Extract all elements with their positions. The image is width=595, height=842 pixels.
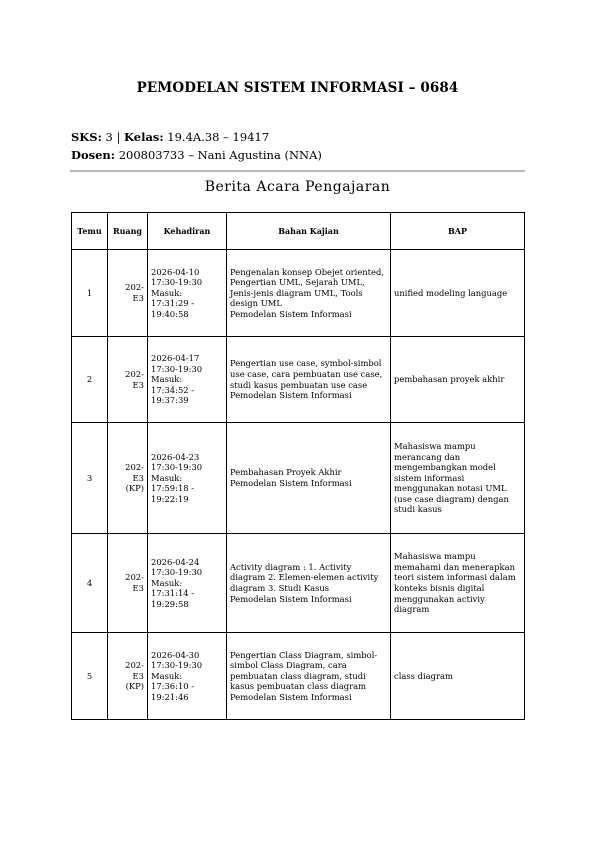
cell-bahan-kajian-line: simbol Class Diagram, cara bbox=[230, 660, 347, 671]
header-bahan-kajian: Bahan Kajian bbox=[227, 213, 391, 250]
cell-ruang-line: E3 bbox=[132, 293, 144, 303]
cell-temu: 4 bbox=[72, 534, 108, 633]
cell-bap bbox=[391, 633, 525, 720]
cell-kehadiran bbox=[148, 534, 227, 633]
cell-kehadiran-line: 2026-04-10 bbox=[151, 266, 200, 277]
cell-bahan-kajian bbox=[227, 633, 391, 720]
cell-temu: 2 bbox=[72, 337, 108, 423]
table-row bbox=[72, 250, 525, 337]
sks-value: 3 bbox=[105, 130, 113, 144]
cell-bahan-kajian-line: Pengertian UML, Sejarah UML, bbox=[230, 277, 365, 288]
cell-bahan-kajian-line: Activity diagram : 1. Activity bbox=[230, 561, 352, 572]
cell-bap-line: class diagram bbox=[394, 670, 453, 681]
cell-kehadiran-line: 19:37:39 bbox=[151, 395, 189, 406]
table-body bbox=[72, 250, 525, 720]
table-row bbox=[72, 337, 525, 423]
cell-kehadiran-line: Masuk: bbox=[151, 374, 183, 385]
kelas-label: Kelas: bbox=[124, 130, 164, 144]
cell-bahan-kajian-line: diagram 2. Elemen-elemen activity bbox=[230, 572, 379, 583]
cell-kehadiran-line: 17:36:10 - bbox=[151, 681, 195, 692]
header-temu: Temu bbox=[72, 213, 108, 250]
cell-bap-line: konteks bisnis digital bbox=[394, 583, 485, 593]
cell-kehadiran bbox=[148, 423, 227, 534]
cell-bap-line: teori sistem informasi dalam bbox=[394, 572, 516, 583]
cell-bahan-kajian-line: studi kasus pembuatan use case bbox=[230, 379, 368, 390]
cell-temu: 5 bbox=[72, 633, 108, 720]
cell-bap bbox=[391, 250, 525, 337]
course-meta-line bbox=[71, 130, 269, 144]
cell-ruang-line: 202- bbox=[125, 282, 144, 293]
divider bbox=[70, 170, 525, 172]
cell-ruang bbox=[108, 534, 148, 633]
cell-kehadiran-line: Masuk: bbox=[151, 287, 183, 298]
cell-kehadiran bbox=[148, 250, 227, 337]
cell-bahan-kajian-line: diagram 3. Studi Kasus bbox=[230, 583, 330, 593]
cell-bap bbox=[391, 337, 525, 423]
cell-bahan-kajian-line: use case, cara pembuatan use case, bbox=[230, 368, 383, 379]
cell-kehadiran-line: 2026-04-30 bbox=[151, 649, 200, 660]
dosen-value: 200803733 – Nani Agustina (NNA) bbox=[118, 148, 322, 162]
cell-ruang-line: E3 bbox=[132, 583, 144, 593]
cell-kehadiran-line: 17:31:14 - bbox=[151, 588, 195, 599]
cell-bap-line: studi kasus bbox=[394, 504, 442, 515]
cell-ruang-line: 202- bbox=[125, 572, 144, 583]
table-header-row bbox=[72, 213, 525, 250]
cell-bap-line: diagram bbox=[394, 604, 430, 615]
cell-bahan-kajian-line: Pemodelan Sistem Informasi bbox=[230, 593, 352, 604]
cell-kehadiran-line: 17:30-19:30 bbox=[151, 660, 203, 671]
cell-ruang-line: E3 bbox=[132, 670, 144, 681]
cell-kehadiran-line: 19:40:58 bbox=[151, 308, 189, 319]
cell-ruang-line: 202- bbox=[125, 660, 144, 671]
cell-ruang-line: 202- bbox=[125, 462, 144, 473]
header-bap: BAP bbox=[391, 213, 525, 250]
header-kehadiran: Kehadiran bbox=[148, 213, 227, 250]
cell-bahan-kajian bbox=[227, 534, 391, 633]
cell-bap-line: pembahasan proyek akhir bbox=[394, 374, 505, 385]
cell-kehadiran-line: 17:30-19:30 bbox=[151, 567, 203, 578]
cell-kehadiran-line: 19:22:19 bbox=[151, 493, 189, 504]
cell-kehadiran bbox=[148, 633, 227, 720]
cell-bahan-kajian-line: Pengertian use case, symbol-simbol bbox=[230, 358, 382, 369]
cell-bap-line: (use case diagram) dengan bbox=[394, 493, 509, 504]
cell-bahan-kajian-line: Pengenalan konsep Obejet oriented, bbox=[230, 266, 385, 277]
header-ruang: Ruang bbox=[108, 213, 148, 250]
cell-ruang-line: (KP) bbox=[125, 681, 144, 692]
bap-table bbox=[71, 212, 525, 720]
cell-bap bbox=[391, 423, 525, 534]
cell-bahan-kajian bbox=[227, 423, 391, 534]
cell-kehadiran-line: 17:31:29 - bbox=[151, 298, 195, 309]
section-title: Berita Acara Pengajaran bbox=[204, 179, 391, 195]
cell-bahan-kajian-line: design UML bbox=[230, 298, 282, 309]
cell-kehadiran-line: 19:21:46 bbox=[151, 691, 189, 702]
cell-bap-line: menggunakan activiy bbox=[394, 593, 485, 604]
cell-temu: 3 bbox=[72, 423, 108, 534]
table-row bbox=[72, 534, 525, 633]
cell-ruang-line: E3 bbox=[132, 472, 144, 483]
cell-kehadiran-line: 19:29:58 bbox=[151, 598, 189, 609]
cell-bahan-kajian-line: Pemodelan Sistem Informasi bbox=[230, 691, 352, 702]
cell-kehadiran-line: 2026-04-23 bbox=[151, 451, 200, 462]
cell-ruang-line: E3 bbox=[132, 379, 144, 390]
cell-bahan-kajian-line: Pembahasan Proyek Akhir bbox=[230, 467, 342, 478]
cell-ruang-line: (KP) bbox=[125, 483, 144, 494]
page-title: PEMODELAN SISTEM INFORMASI – 0684 bbox=[136, 80, 459, 96]
cell-kehadiran-line: 17:30-19:30 bbox=[151, 363, 203, 374]
cell-bahan-kajian-line: Pengertian Class Diagram, simbol- bbox=[230, 649, 378, 660]
cell-bahan-kajian bbox=[227, 337, 391, 423]
cell-bap-line: memahami dan menerapkan bbox=[394, 561, 515, 572]
cell-bahan-kajian-line: pembuatan class diagram, studi bbox=[230, 670, 366, 681]
table-row bbox=[72, 633, 525, 720]
cell-kehadiran-line: Masuk: bbox=[151, 577, 183, 588]
cell-bahan-kajian-line: Jenis-jenis diagram UML, Tools bbox=[230, 287, 363, 298]
cell-bahan-kajian-line: Pemodelan Sistem Informasi bbox=[230, 308, 352, 319]
cell-bap-line: menggunakan notasi UML bbox=[394, 483, 507, 494]
cell-bap bbox=[391, 534, 525, 633]
cell-kehadiran-line: 17:59:18 - bbox=[151, 483, 195, 494]
cell-bap-line: Mahasiswa mampu bbox=[394, 440, 476, 451]
cell-kehadiran-line: 2026-04-24 bbox=[151, 556, 200, 567]
cell-bap-line: mengembangkan model bbox=[394, 462, 496, 473]
cell-bap-line: sistem informasi bbox=[394, 472, 465, 483]
cell-ruang bbox=[108, 337, 148, 423]
cell-bahan-kajian-line: kasus pembuatan class diagram bbox=[230, 681, 367, 692]
cell-bahan-kajian-line: Pemodelan Sistem Informasi bbox=[230, 478, 352, 488]
cell-kehadiran bbox=[148, 337, 227, 423]
cell-ruang bbox=[108, 250, 148, 337]
cell-kehadiran-line: Masuk: bbox=[151, 670, 183, 681]
cell-kehadiran-line: 17:34:52 - bbox=[151, 384, 195, 395]
sks-label: SKS: bbox=[71, 130, 102, 144]
cell-ruang bbox=[108, 423, 148, 534]
cell-bahan-kajian-line: Pemodelan Sistem Informasi bbox=[230, 390, 352, 401]
dosen-label: Dosen: bbox=[71, 148, 116, 162]
cell-bap-line: Mahasiswa mampu bbox=[394, 551, 476, 562]
cell-kehadiran-line: Masuk: bbox=[151, 472, 183, 483]
table-row bbox=[72, 423, 525, 534]
cell-bap-line: merancang dan bbox=[394, 451, 461, 462]
cell-kehadiran-line: 2026-04-17 bbox=[151, 353, 200, 364]
cell-temu: 1 bbox=[72, 250, 108, 337]
separator: | bbox=[116, 130, 121, 144]
cell-ruang bbox=[108, 633, 148, 720]
cell-bap-line: unified modeling language bbox=[394, 287, 508, 298]
cell-kehadiran-line: 17:30-19:30 bbox=[151, 277, 203, 288]
lecturer-line bbox=[71, 148, 322, 162]
cell-ruang-line: 202- bbox=[125, 368, 144, 379]
cell-bahan-kajian bbox=[227, 250, 391, 337]
cell-kehadiran-line: 17:30-19:30 bbox=[151, 462, 203, 473]
kelas-value: 19.4A.38 – 19417 bbox=[167, 130, 270, 144]
